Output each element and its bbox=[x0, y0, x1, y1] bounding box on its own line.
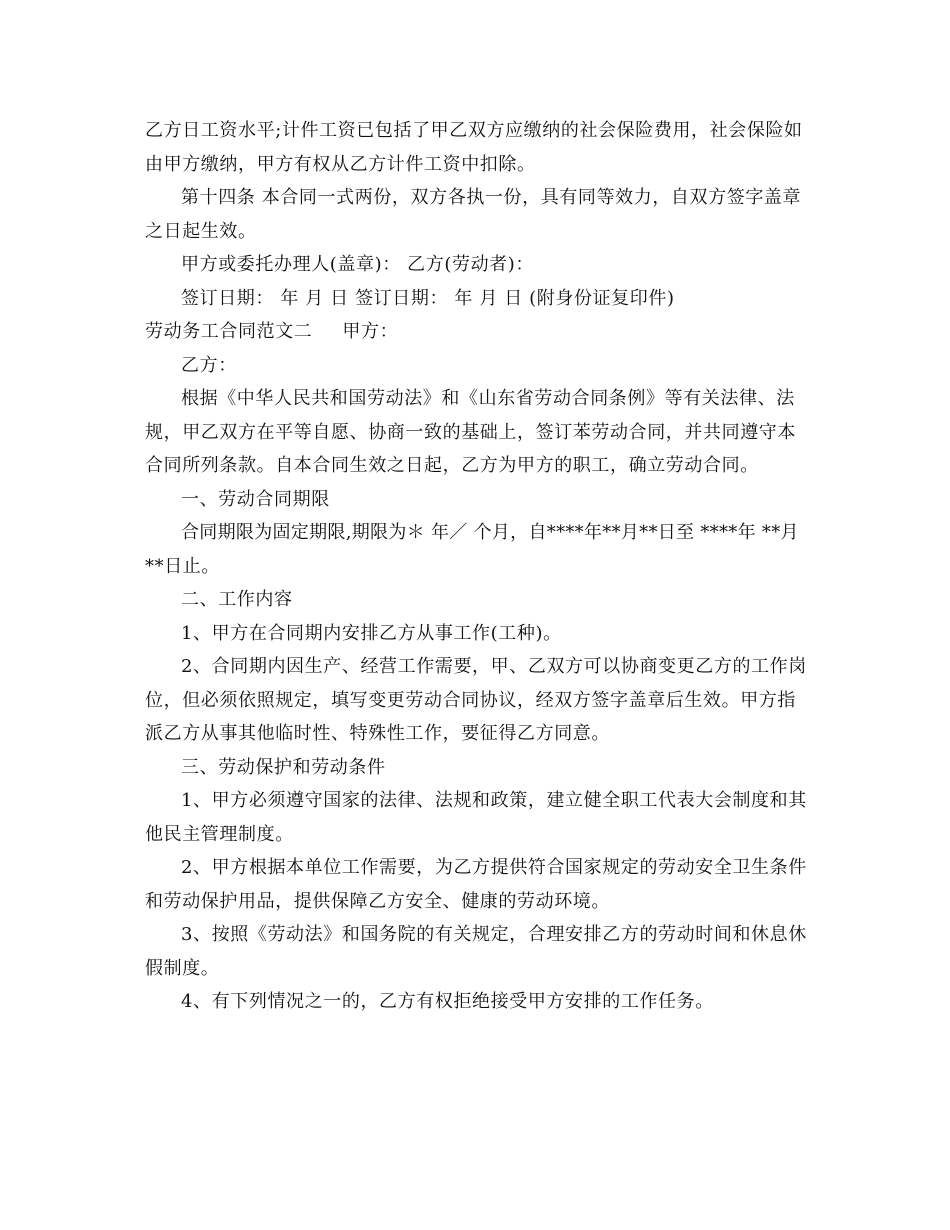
text-line: 之日起生效。 bbox=[145, 220, 257, 242]
text-line: 规，甲乙双方在平等自愿、协商一致的基础上，签订苯劳动合同，并共同遵守本 bbox=[145, 421, 796, 443]
text-line: 2、合同期内因生产、经营工作需要，甲、乙双方可以协商变更乙方的工作岗 bbox=[181, 656, 807, 677]
text-line: 由甲方缴纳，甲方有权从乙方计件工资中扣除。 bbox=[145, 153, 536, 175]
text-line: 他民主管理制度。 bbox=[145, 823, 294, 845]
text-line: 合同期限为固定期限,期限为＊ 年／ 个月，自****年**月**日至 ****年 **月 bbox=[181, 522, 799, 543]
text-line: 位，但必须依照规定，填写变更劳动合同协议，经双方签字盖章后生效。甲方指 bbox=[145, 689, 796, 711]
text-line: 4、有下列情况之一的，乙方有权拒绝接受甲方安排的工作任务。 bbox=[181, 991, 714, 1012]
section-heading: 二、工作内容 bbox=[181, 589, 293, 610]
sample-title-line bbox=[145, 315, 810, 349]
signature-line-parties: 甲方或委托办理人(盖章)： 乙方(劳动者)： bbox=[181, 254, 535, 275]
text-line: 根据《中华人民共和国劳动法》和《山东省劳动合同条例》等有关法律、法 bbox=[181, 388, 795, 409]
text-line: 和劳动保护用品，提供保障乙方安全、健康的劳动环境。 bbox=[145, 890, 610, 912]
party-b-label: 乙方： bbox=[181, 354, 237, 376]
text-line: 2、甲方根据本单位工作需要，为乙方提供符合国家规定的劳动安全卫生条件 bbox=[181, 857, 807, 878]
text-line: 假制度。 bbox=[145, 957, 220, 979]
signature-line-dates: 签订日期： 年 月 日 签订日期： 年 月 日 (附身份证复印件) bbox=[181, 287, 675, 309]
text-line: 3、按照《劳动法》和国务院的有关规定，合理安排乙方的劳动时间和休息休 bbox=[181, 924, 807, 945]
sample-title: 劳动务工合同范文二 bbox=[145, 321, 313, 342]
section-heading: 一、劳动合同期限 bbox=[181, 488, 330, 510]
text-line: 派乙方从事其他临时性、特殊性工作，要征得乙方同意。 bbox=[145, 723, 610, 744]
text-line: **日止。 bbox=[145, 555, 220, 577]
document-body bbox=[145, 114, 810, 1019]
text-line: 第十四条 本合同一式两份，双方各执一份，具有同等效力，自双方签字盖章 bbox=[181, 187, 802, 208]
text-line: 1、甲方必须遵守国家的法律、法规和政策，建立健全职工代表大会制度和其 bbox=[181, 790, 807, 811]
text-line: 1、甲方在合同期内安排乙方从事工作(工种)。 bbox=[181, 622, 562, 644]
text-line: 乙方日工资水平;计件工资已包括了甲乙双方应缴纳的社会保险费用，社会保险如 bbox=[145, 120, 803, 141]
text-line: 合同所列条款。自本合同生效之日起，乙方为甲方的职工，确立劳动合同。 bbox=[145, 455, 759, 476]
section-heading: 三、劳动保护和劳动条件 bbox=[181, 756, 386, 778]
party-a-label: 甲方： bbox=[342, 321, 399, 342]
